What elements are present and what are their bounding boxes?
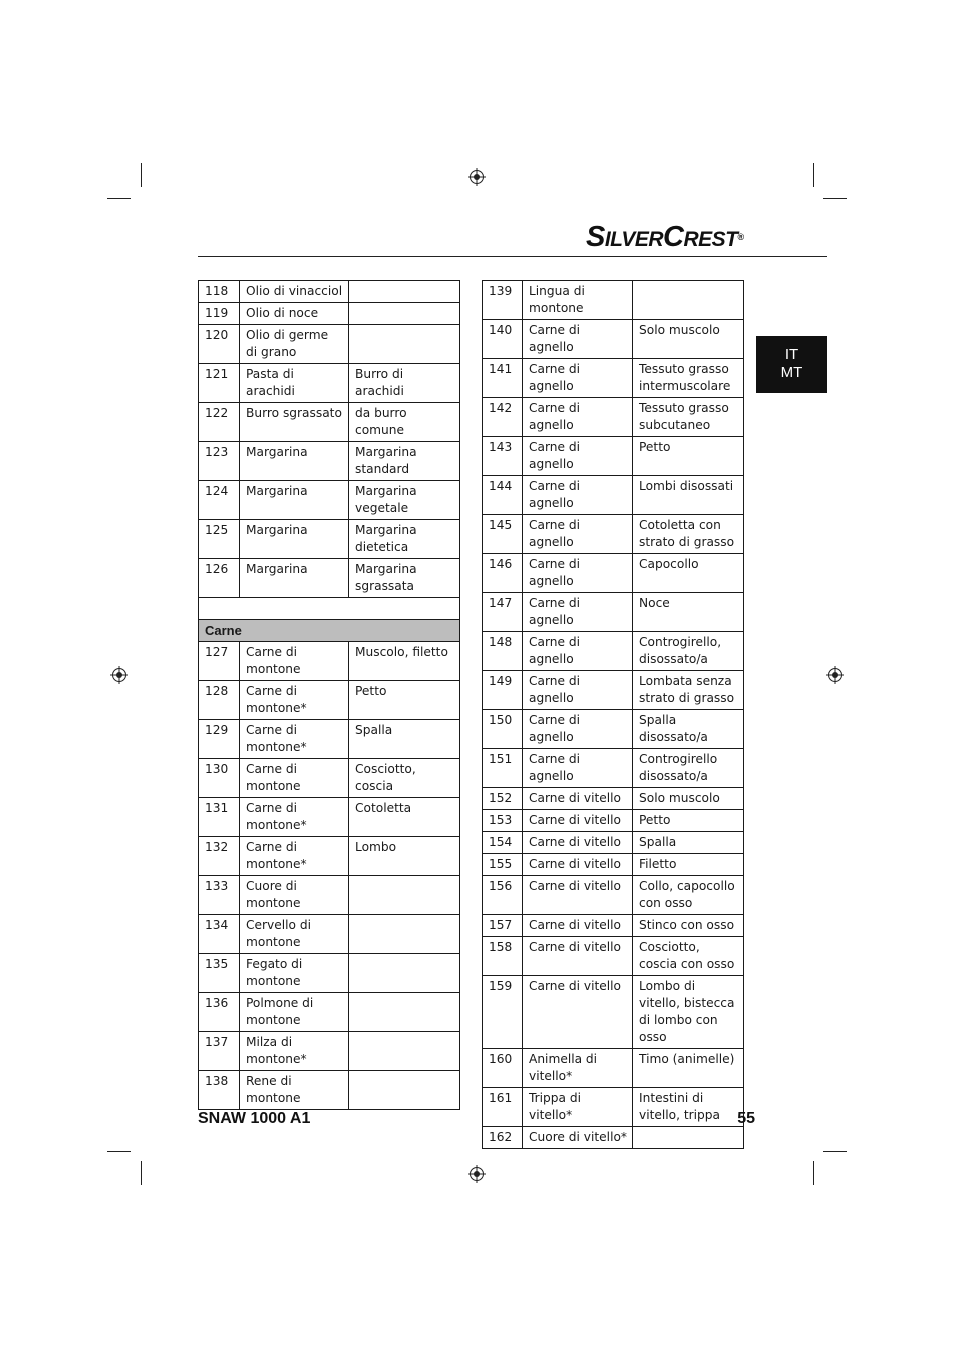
- food-detail: Petto: [633, 810, 744, 832]
- entry-number: 132: [199, 837, 240, 876]
- entry-number: 144: [483, 476, 523, 515]
- food-detail: Cosciotto, coscia: [349, 759, 460, 798]
- food-detail: Margarina standard: [349, 442, 460, 481]
- food-detail: [349, 915, 460, 954]
- food-detail: [633, 1127, 744, 1149]
- table-row: [483, 749, 744, 788]
- table-row: [483, 976, 744, 1049]
- entry-number: 118: [199, 281, 240, 303]
- entry-number: 159: [483, 976, 523, 1049]
- food-detail: Collo, capocollo con osso: [633, 876, 744, 915]
- food-name: Carne di agnello: [523, 398, 633, 437]
- table-row: [199, 481, 460, 520]
- food-name: Carne di vitello: [523, 832, 633, 854]
- food-name: Trippa di vitello*: [523, 1088, 633, 1127]
- food-name: Carne di vitello: [523, 788, 633, 810]
- food-name: Carne di agnello: [523, 437, 633, 476]
- entry-number: 150: [483, 710, 523, 749]
- entry-number: 134: [199, 915, 240, 954]
- table-row: [483, 810, 744, 832]
- food-detail: Spalla: [349, 720, 460, 759]
- food-detail: Tessuto grasso intermuscolare: [633, 359, 744, 398]
- food-detail: Margarina vegetale: [349, 481, 460, 520]
- food-detail: Timo (animelle): [633, 1049, 744, 1088]
- food-name: Burro sgrassato: [240, 403, 349, 442]
- table-row: [199, 798, 460, 837]
- table-row: [483, 710, 744, 749]
- food-name: Carne di montone: [240, 642, 349, 681]
- registration-mark-icon: [468, 1165, 486, 1183]
- food-name: Fegato di montone: [240, 954, 349, 993]
- food-detail: Spalla disossato/a: [633, 710, 744, 749]
- entry-number: 153: [483, 810, 523, 832]
- food-detail: [633, 281, 744, 320]
- table-row: [483, 554, 744, 593]
- entry-number: 119: [199, 303, 240, 325]
- crop-mark: [107, 1151, 131, 1152]
- registered-mark: ®: [737, 232, 744, 242]
- food-name: Carne di montone*: [240, 837, 349, 876]
- food-name: Animella di vitello*: [523, 1049, 633, 1088]
- food-name: Carne di montone: [240, 759, 349, 798]
- table-row: [483, 281, 744, 320]
- food-detail: Petto: [633, 437, 744, 476]
- food-detail: [349, 993, 460, 1032]
- food-name: Margarina: [240, 520, 349, 559]
- food-name: Carne di montone*: [240, 798, 349, 837]
- crop-mark: [813, 163, 814, 187]
- entry-number: 135: [199, 954, 240, 993]
- food-detail: Spalla: [633, 832, 744, 854]
- food-detail: [349, 1071, 460, 1110]
- food-detail: Controgirello, disossato/a: [633, 632, 744, 671]
- food-name: Margarina: [240, 442, 349, 481]
- entry-number: 157: [483, 915, 523, 937]
- table-row: [483, 398, 744, 437]
- table-row: [199, 876, 460, 915]
- food-name: Carne di agnello: [523, 476, 633, 515]
- entry-number: 146: [483, 554, 523, 593]
- food-name: Carne di agnello: [523, 320, 633, 359]
- food-detail: [349, 954, 460, 993]
- logo-letter: S: [586, 221, 605, 253]
- entry-number: 120: [199, 325, 240, 364]
- blank-cell: [199, 598, 460, 620]
- logo-letters: REST: [683, 228, 738, 251]
- food-table-right: [482, 280, 744, 1149]
- entry-number: 148: [483, 632, 523, 671]
- crop-mark: [813, 1161, 814, 1185]
- table-row: [483, 788, 744, 810]
- entry-number: 141: [483, 359, 523, 398]
- section-title: Carne: [199, 620, 460, 642]
- registration-mark-icon: [826, 666, 844, 684]
- entry-number: 151: [483, 749, 523, 788]
- entry-number: 160: [483, 1049, 523, 1088]
- table-row: [483, 1127, 744, 1149]
- food-detail: Petto: [349, 681, 460, 720]
- food-name: Cuore di vitello*: [523, 1127, 633, 1149]
- crop-mark: [107, 198, 131, 199]
- food-name: Carne di montone*: [240, 720, 349, 759]
- brand-logo: [586, 222, 744, 255]
- entry-number: 154: [483, 832, 523, 854]
- entry-number: 161: [483, 1088, 523, 1127]
- food-name: Carne di agnello: [523, 749, 633, 788]
- entry-number: 127: [199, 642, 240, 681]
- food-name: Pasta di arachidi: [240, 364, 349, 403]
- food-detail: Solo muscolo: [633, 320, 744, 359]
- entry-number: 123: [199, 442, 240, 481]
- entry-number: 124: [199, 481, 240, 520]
- food-name: Carne di vitello: [523, 876, 633, 915]
- food-detail: Noce: [633, 593, 744, 632]
- entry-number: 139: [483, 281, 523, 320]
- food-detail: Margarina dietetica: [349, 520, 460, 559]
- crop-mark: [823, 1151, 847, 1152]
- table-row: [199, 403, 460, 442]
- food-detail: [349, 281, 460, 303]
- table-row: [483, 1049, 744, 1088]
- logo-letters: ILVER: [604, 228, 664, 251]
- section-header-row: [199, 620, 460, 642]
- food-name: Carne di vitello: [523, 976, 633, 1049]
- table-row: [483, 476, 744, 515]
- food-detail: Lombata senza strato di grasso: [633, 671, 744, 710]
- table-row: [199, 759, 460, 798]
- entry-number: 136: [199, 993, 240, 1032]
- table-row: [199, 364, 460, 403]
- table-row: [199, 303, 460, 325]
- food-name: Lingua di montone: [523, 281, 633, 320]
- registration-mark-icon: [468, 168, 486, 186]
- table-row: [199, 281, 460, 303]
- entry-number: 131: [199, 798, 240, 837]
- food-detail: Lombo di vitello, bistecca di lombo con osso: [633, 976, 744, 1049]
- entry-number: 149: [483, 671, 523, 710]
- entry-number: 126: [199, 559, 240, 598]
- food-name: Polmone di montone: [240, 993, 349, 1032]
- entry-number: 125: [199, 520, 240, 559]
- table-row: [199, 520, 460, 559]
- logo-letter: C: [663, 221, 684, 253]
- table-row: [483, 876, 744, 915]
- crop-mark: [823, 198, 847, 199]
- food-name: Carne di vitello: [523, 810, 633, 832]
- food-detail: Cotoletta: [349, 798, 460, 837]
- food-detail: Intestini di vitello, trippa: [633, 1088, 744, 1127]
- table-row: [483, 320, 744, 359]
- entry-number: 156: [483, 876, 523, 915]
- food-name: Carne di agnello: [523, 632, 633, 671]
- entry-number: 121: [199, 364, 240, 403]
- table-row: [199, 325, 460, 364]
- entry-number: 140: [483, 320, 523, 359]
- entry-number: 143: [483, 437, 523, 476]
- food-name: Carne di vitello: [523, 915, 633, 937]
- entry-number: 158: [483, 937, 523, 976]
- entry-number: 133: [199, 876, 240, 915]
- food-name: Carne di montone*: [240, 681, 349, 720]
- food-detail: Controgirello disossato/a: [633, 749, 744, 788]
- food-detail: Lombi disossati: [633, 476, 744, 515]
- food-name: Carne di agnello: [523, 671, 633, 710]
- entry-number: 142: [483, 398, 523, 437]
- header-rule: [198, 256, 827, 257]
- table-row: [483, 632, 744, 671]
- food-detail: Burro di arachidi: [349, 364, 460, 403]
- language-code: IT: [784, 346, 799, 363]
- table-row: [199, 559, 460, 598]
- food-name: Carne di vitello: [523, 854, 633, 876]
- model-number: SNAW 1000 A1: [198, 1110, 311, 1127]
- table-row: [483, 437, 744, 476]
- entry-number: 129: [199, 720, 240, 759]
- food-detail: [349, 303, 460, 325]
- food-detail: Tessuto grasso subcutaneo: [633, 398, 744, 437]
- language-code: MT: [780, 364, 803, 381]
- food-name: Rene di montone: [240, 1071, 349, 1110]
- entry-number: 137: [199, 1032, 240, 1071]
- table-row: [483, 515, 744, 554]
- table-row: [483, 1088, 744, 1127]
- table-row: [199, 993, 460, 1032]
- table-row: [199, 442, 460, 481]
- table-row: [199, 720, 460, 759]
- table-row: [483, 937, 744, 976]
- table-row: [483, 832, 744, 854]
- language-tab: [756, 336, 827, 393]
- food-detail: da burro comune: [349, 403, 460, 442]
- food-name: Carne di agnello: [523, 359, 633, 398]
- table-row: [199, 954, 460, 993]
- entry-number: 152: [483, 788, 523, 810]
- entry-number: 122: [199, 403, 240, 442]
- page-number: 55: [737, 1110, 755, 1127]
- crop-mark: [141, 163, 142, 187]
- blank-row: [199, 598, 460, 620]
- food-detail: Stinco con osso: [633, 915, 744, 937]
- table-row: [483, 359, 744, 398]
- entry-number: 162: [483, 1127, 523, 1149]
- food-detail: Cotoletta con strato di grasso: [633, 515, 744, 554]
- food-name: Carne di agnello: [523, 515, 633, 554]
- table-row: [199, 681, 460, 720]
- table-row: [483, 915, 744, 937]
- food-detail: Muscolo, filetto: [349, 642, 460, 681]
- food-name: Olio di vinacciol: [240, 281, 349, 303]
- food-name: Carne di agnello: [523, 554, 633, 593]
- entry-number: 147: [483, 593, 523, 632]
- entry-number: 130: [199, 759, 240, 798]
- food-detail: Filetto: [633, 854, 744, 876]
- crop-mark: [141, 1161, 142, 1185]
- food-name: Olio di noce: [240, 303, 349, 325]
- food-name: Cervello di montone: [240, 915, 349, 954]
- table-row: [199, 1032, 460, 1071]
- entry-number: 138: [199, 1071, 240, 1110]
- entry-number: 145: [483, 515, 523, 554]
- table-row: [483, 854, 744, 876]
- food-detail: Margarina sgrassata: [349, 559, 460, 598]
- food-name: Milza di montone*: [240, 1032, 349, 1071]
- table-row: [483, 593, 744, 632]
- entry-number: 155: [483, 854, 523, 876]
- food-detail: Solo muscolo: [633, 788, 744, 810]
- food-name: Carne di agnello: [523, 710, 633, 749]
- food-name: Carne di vitello: [523, 937, 633, 976]
- food-table-left: [198, 280, 460, 1110]
- table-row: [199, 1071, 460, 1110]
- food-detail: [349, 1032, 460, 1071]
- table-row: [483, 671, 744, 710]
- table-row: [199, 837, 460, 876]
- food-detail: Lombo: [349, 837, 460, 876]
- food-detail: Cosciotto, coscia con osso: [633, 937, 744, 976]
- food-name: Carne di agnello: [523, 593, 633, 632]
- food-detail: [349, 876, 460, 915]
- registration-mark-icon: [110, 666, 128, 684]
- food-name: Olio di germe di grano: [240, 325, 349, 364]
- food-detail: Capocollo: [633, 554, 744, 593]
- food-detail: [349, 325, 460, 364]
- food-name: Margarina: [240, 559, 349, 598]
- table-row: [199, 642, 460, 681]
- table-row: [199, 915, 460, 954]
- entry-number: 128: [199, 681, 240, 720]
- food-name: Cuore di montone: [240, 876, 349, 915]
- food-name: Margarina: [240, 481, 349, 520]
